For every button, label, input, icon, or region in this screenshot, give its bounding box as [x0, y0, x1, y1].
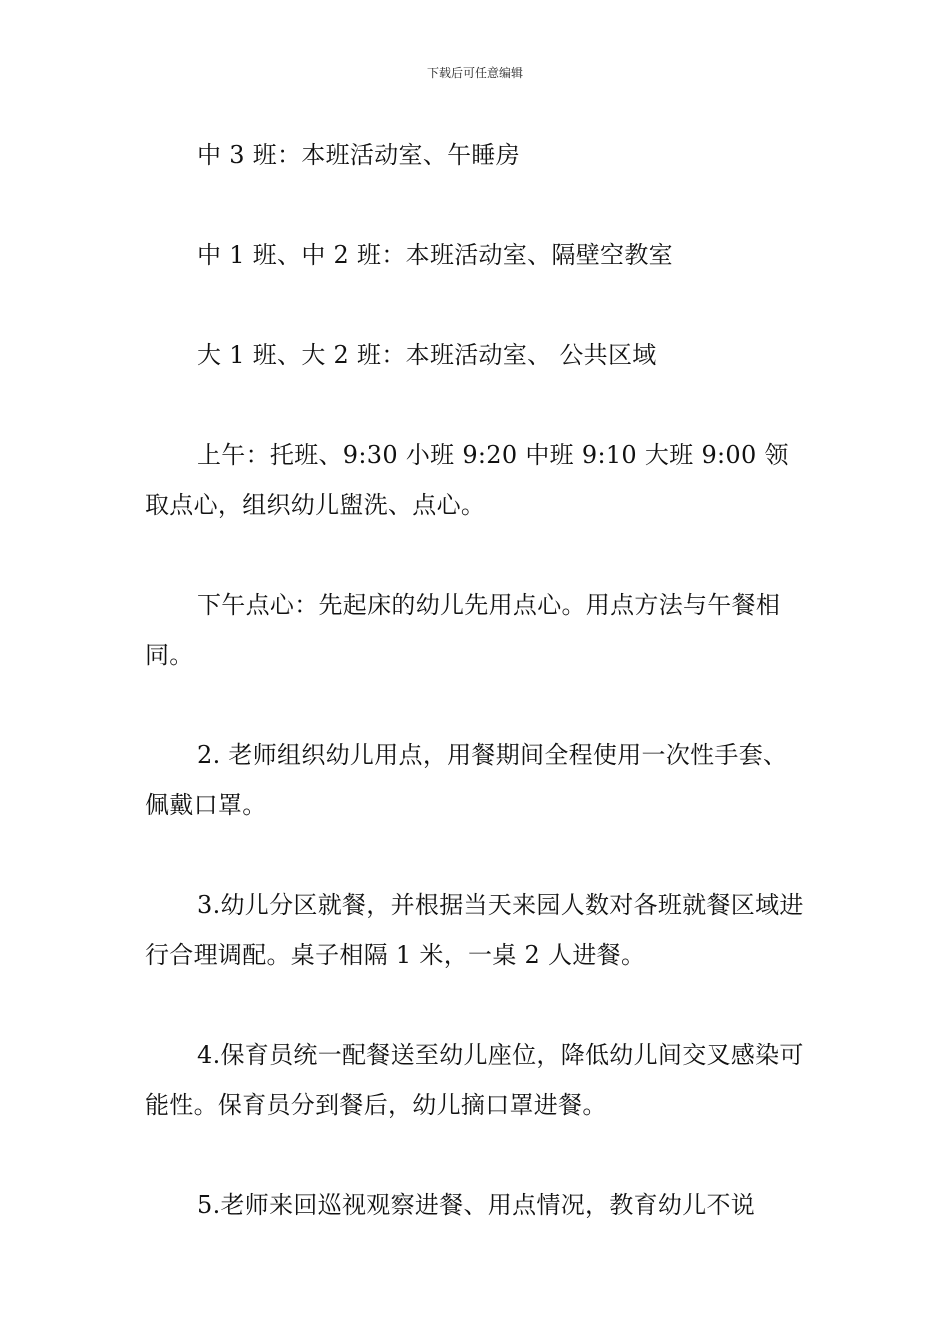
document-body [145, 130, 810, 1230]
paragraph-class-3-area: 中 3 班：本班活动室、午睡房 [197, 141, 521, 169]
page-header: 下载后可任意编辑 [426, 66, 523, 80]
paragraph-class-1-2-area: 中 1 班、中 2 班：本班活动室、隔壁空教室 [197, 241, 673, 269]
paragraph-item-2: 2. 老师组织幼儿用点，用餐期间全程使用一次性手套、佩戴口罩。 [145, 741, 788, 819]
paragraph-item-3: 3.幼儿分区就餐，并根据当天来园人数对各班就餐区域进行合理调配。桌子相隔 1 米，一桌 2 人进餐。 [145, 891, 804, 969]
paragraph-morning-snack: 上午：托班、9:30 小班 9:20 中班 9:10 大班 9:00 领取点心，组织幼儿盥洗、点心。 [145, 441, 789, 519]
paragraph-senior-class-area: 大 1 班、大 2 班：本班活动室、 公共区域 [197, 341, 657, 369]
paragraph-item-4: 4.保育员统一配餐送至幼儿座位，降低幼儿间交叉感染可能性。保育员分到餐后，幼儿摘口罩进餐。 [145, 1041, 804, 1119]
paragraph-item-5: 5.老师来回巡视观察进餐、用点情况，教育幼儿不说 [197, 1191, 756, 1219]
paragraph-afternoon-snack: 下午点心：先起床的幼儿先用点心。用点方法与午餐相同。 [145, 591, 781, 669]
